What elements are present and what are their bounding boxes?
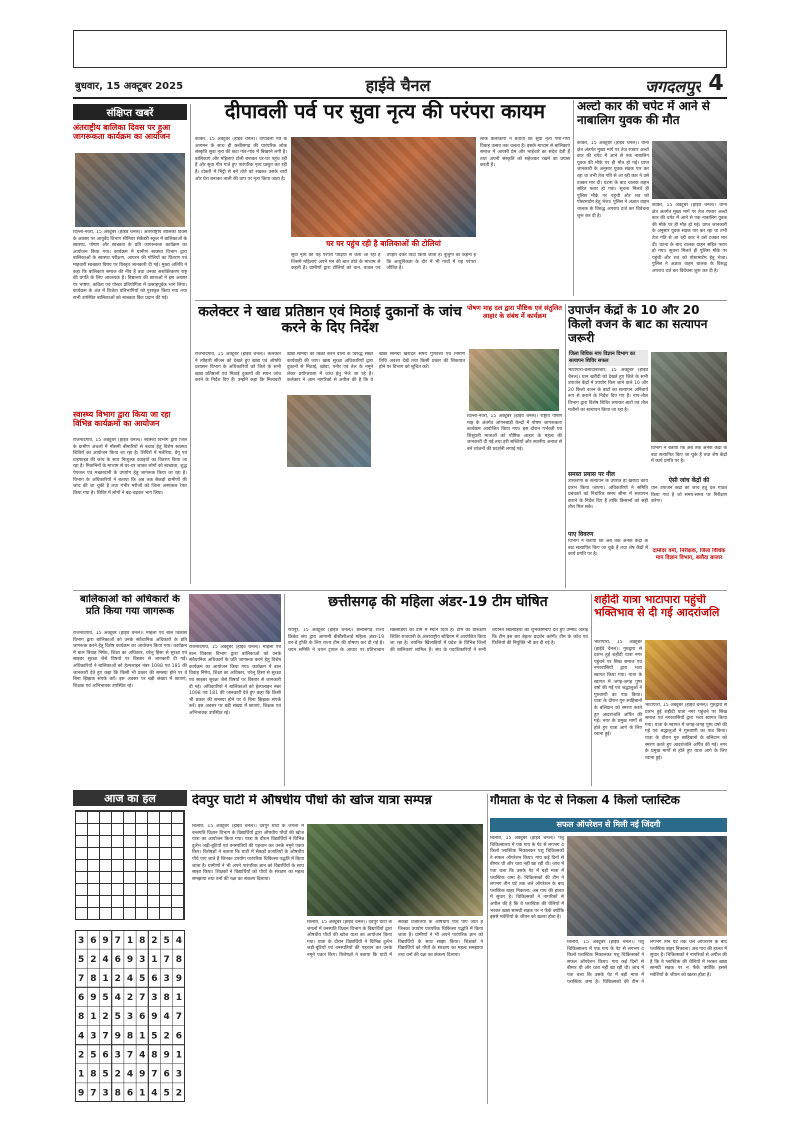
aaj-ka-hal-title: आज का हल bbox=[73, 790, 187, 806]
crossword-grid bbox=[75, 810, 185, 920]
sudoku-cell: 5 bbox=[151, 1031, 158, 1042]
col-divider bbox=[591, 594, 592, 786]
sudoku-cell: 9 bbox=[163, 1050, 170, 1061]
brief-headline-2: स्वास्थ्य विभाग द्वारा किया जा रहा विभिन्न कार्यक्रमों का आयोजन bbox=[73, 410, 171, 429]
sudoku-grid bbox=[75, 930, 185, 1102]
shaheed-headline: शहीदी यात्रा भाटापारा पहुंची भक्तिभाव से दी गई आदरांजलि bbox=[594, 594, 720, 619]
lead-photo bbox=[291, 137, 476, 237]
brief-photo bbox=[75, 153, 185, 227]
masthead-date: बुधवार, 15 अक्टूबर 2025 bbox=[75, 81, 184, 92]
devkut-body: बिलौरा, 15 अक्टूबर (हाईवे चैनल)। देवपुर घाटी के जंगलों में वनस्पति विज्ञान विभाग के विद्यार्थियों द्वारा औषधीय पौधों की खोज यात्रा का आयोजन किया गया। यात्रा के दौरान विद्यार्थियों ने विभिन्न दुर्लभ जड़ी-बूटियों एवं वनस्पतियों की पहचान कर उनके नमूने एकत्र किए। विशेषज्ञों ने बताया कि घाटी में सैकड़ों प्रजातियों के औषधीय पौधे पाए जाते हैं जिनका उपयोग पारंपरिक चिकित्सा पद्धति में किया जाता है। ग्रामीणों ने भी अपने पारंपरिक ज्ञान को विद्यार्थियों के साथ साझा किया। शिक्षकों ने विद्यार्थियों को पौधों के संरक्षण का महत्व समझाया तथा वनों की रक्षा का संकल्प दिलाया। bbox=[192, 824, 304, 882]
sudoku-cell: 7 bbox=[139, 993, 146, 1004]
sudoku-cell: 2 bbox=[114, 1069, 121, 1080]
sudoku-cell: 3 bbox=[139, 954, 146, 965]
collector-body: राजनांदगांव, 15 अक्टूबर (हाईवे चैनल)। कलेक्टर ने त्यौहारी सीजन को देखते हुए खाद्य एवं औषधि प्रशासन विभाग के अधिकारियों को जिले के सभी खाद्य प्रतिष्ठानों एवं मिठाई दुकानों की सघन जांच करने के निर्देश दिए हैं। उन्होंने कहा कि मिलावटी खाद्य सामग्री की बिक्री करने वालों के विरुद्ध सख्त कार्यवाही की जाए। खाद्य सुरक्षा अधिकारियों द्वारा दुकानों से मिठाई, खोवा, पनीर एवं तेल के नमूने लेकर प्रयोगशाला में जांच हेतु भेजे जा रहे हैं। कलेक्टर ने आम नागरिकों से अपील की है कि वे खाद्य सामग्री खरीदते समय गुणवत्ता एवं निर्माण तिथि अवश्य देखें तथा किसी प्रकार की शिकायत होने पर विभाग को सूचित करें। bbox=[195, 352, 465, 384]
sudoku-cell: 8 bbox=[114, 1088, 121, 1099]
sudoku-cell: 6 bbox=[163, 1069, 170, 1080]
weights-headline: उपार्जन केंद्रों के 10 और 20 किलो वजन के बाट का सत्यापन जरूरी bbox=[568, 304, 708, 345]
weights-label: जिला विधिक माप विज्ञान विभाग का सत्यापन शिविर सफल bbox=[568, 350, 648, 366]
sudoku-cell: 2 bbox=[114, 973, 121, 984]
alto-headline: अल्टो कार की चपेट में आने से नाबालिग युवक की मौत bbox=[577, 100, 710, 127]
sudoku-cell: 2 bbox=[163, 1031, 170, 1042]
section-rule bbox=[73, 590, 727, 591]
sudoku-cell: 3 bbox=[126, 1012, 134, 1023]
sudoku-cell: 2 bbox=[126, 993, 134, 1004]
brief-body-1: दिल्ली-नेवरा, 15 अक्टूबर (हाईवे चैनल)। अंतरराष्ट्रीय बालिका दिवस के अवसर पर आयुर्वेद विभाग सीनियर सेकेंडरी स्कूल में बालिकाओं के स्वास्थ्य, पोषण और स्वच्छता के प्रति जागरूकता कार्यक्रम का आयोजन किया गया। कार्यक्रम में ग्रामीण स्वास्थ्य विभाग द्वारा बालिकाओं के स्वास्थ्य परीक्षण, आयरन की गोलियों का वितरण एवं माहवारी स्वच्छता विषय पर विस्तृत जानकारी दी गई। मुख्य अतिथि ने कहा कि बालिकाएं समाज की नींव हैं तथा उनका सशक्तिकरण राष्ट्र की प्रगति के लिए आवश्यक है। विद्यालय की छात्राओं ने इस अवसर पर भाषण, कविता एवं पोस्टर प्रतियोगिता में उत्साहपूर्वक भाग लिया। कार्यक्रम के अंत में विजेता प्रतिभागियों को पुरस्कृत किया गया तथा सभी उपस्थित बालिकाओं को स्वच्छता किट प्रदान की गई। bbox=[73, 230, 187, 301]
weights-signature: दामोदर वर्मा, निरीक्षक, जिला विधिक माप विज्ञान विभाग, बलौदा बाजार bbox=[652, 548, 726, 561]
sudoku-cell: 8 bbox=[163, 993, 170, 1004]
shaheed-body: भाटापारा, 15 अक्टूबर (हाईवे चैनल)। गुरुद्वारा से प्रारंभ हुई शहीदी यात्रा नगर पहुंचने पर सिख समाज एवं नगरवासियों द्वारा भव्य स्वागत किया गया। यात्रा के स्वागत में जगह-जगह पुष्प वर्षा की गई एवं श्रद्धालुओं ने गुरुवाणी का पाठ किया। यात्रा के दौरान गुरु साहिबानों के बलिदान को स्मरण करते हुए आदरांजलि अर्पित की गई। नगर के प्रमुख मार्गों से होते हुए यात्रा आगे के लिए रवाना हुई। bbox=[594, 640, 642, 738]
sudoku-cell: 6 bbox=[151, 973, 158, 984]
lead-col-2: सुवा नृत्य की यह परंपरा पीढ़ियों से चली आ रही है जिसमें महिलाएं अपने मन की बात तोते के माध्यम से कहती हैं। ग्रामीणों द्वारा टोलियों को धान, चावल एवं उपहार देकर विदा किया जाता है। बुजुर्गों का कहना है कि आधुनिकता के दौर में भी गांवों में यह परंपरा जीवित है। bbox=[291, 253, 476, 272]
sudoku-cell: 3 bbox=[114, 1050, 121, 1061]
sudoku-cell: 2 bbox=[102, 1012, 109, 1023]
section-rule bbox=[195, 300, 727, 301]
weights-body-1: भाटापारा-बलौदाबाजार, 15 अक्टूबर (हाईवे चैनल)। धान खरीदी को देखते हुए जिले के सभी उपार्जन केंद्रों में उपयोग किए जाने वाले 10 और 20 किलो वजन के बाटों का सत्यापन अनिवार्य रूप से कराने के निर्देश दिए गए हैं। नाप-तौल विभाग द्वारा विशेष शिविर लगाकर बाटों एवं तौल मशीनों का सत्यापन किया जा रहा है। bbox=[568, 368, 648, 413]
sudoku-cell: 1 bbox=[175, 1050, 183, 1061]
sudoku-cell: 4 bbox=[139, 1050, 146, 1061]
sudoku-cell: 6 bbox=[77, 993, 85, 1004]
aaj-ka-hal-panel bbox=[73, 790, 187, 1104]
sudoku-cell: 7 bbox=[114, 935, 121, 946]
collector-photo bbox=[287, 395, 371, 467]
sudoku-cell: 6 bbox=[126, 1088, 134, 1099]
sudoku-cell: 3 bbox=[151, 993, 158, 1004]
girls-headline: बालिकाओं को अधिकारों के प्रति किया गया जागरूक bbox=[80, 594, 180, 617]
alto-photo bbox=[652, 141, 727, 199]
brief-headline-1: अंतराष्ट्रीय बालिका दिवस पर हुआ जागरूकता कार्यक्रम का आयोजन bbox=[73, 123, 171, 142]
shaheed-photo bbox=[645, 640, 727, 700]
sudoku-cell: 5 bbox=[139, 973, 146, 984]
col-divider bbox=[573, 100, 574, 296]
masthead-city: जगदलपुर bbox=[645, 77, 701, 96]
sudoku-cell: 1 bbox=[77, 1069, 85, 1080]
sudoku-cell: 6 bbox=[102, 1050, 109, 1061]
sudoku-cell: 5 bbox=[114, 1012, 121, 1023]
sudoku-cell: 3 bbox=[102, 1088, 109, 1099]
lead-col-3: लोक कलाकारों ने बताया कि सुवा नृत्य गौरा-गौरी विवाह उत्सव तक चलता है। इसके माध्यम से बालिकाएं समाज में आपसी प्रेम और भाईचारे का संदेश देती हैं तथा अपनी संस्कृति को सहेजकर रखने का प्रयास करती हैं। bbox=[480, 137, 570, 169]
masthead bbox=[73, 74, 727, 96]
sudoku-cell: 1 bbox=[102, 973, 109, 984]
sudoku-cell: 3 bbox=[77, 935, 85, 946]
sudoku-cell: 2 bbox=[151, 935, 158, 946]
devkut-photo bbox=[307, 824, 483, 916]
col-divider bbox=[284, 594, 285, 786]
collector-headline: कलेक्टर ने खाद्य प्रतिष्ठान एवं मिठाई दुकानों के जांच करने के दिए निर्देश bbox=[198, 304, 462, 337]
gomata-banner: सफल ऑपरेशन से मिली नई जिंदगी bbox=[490, 818, 727, 832]
sudoku-cell: 7 bbox=[151, 1069, 158, 1080]
sudoku-cell: 9 bbox=[151, 1012, 158, 1023]
sudoku-cell: 1 bbox=[139, 1088, 146, 1099]
cricket-body: रायपुर, 15 अक्टूबर (हाईवे चैनल)। छत्तीसगढ़ राज्य क्रिकेट संघ द्वारा आगामी बीसीसीआई महिला अंडर-19 वन-डे ट्रॉफी के लिए राज्य टीम की घोषणा कर दी गई है। चयन समिति ने चयन ट्रायल के आधार पर प्रतिभावान खिलाड़ियों को टीम में स्थान दिया है। टीम का प्रशिक्षण शिविर राजधानी के अंतरराष्ट्रीय स्टेडियम में आयोजित किया जा रहा है। चयनित खिलाड़ियों में प्रदेश के विभिन्न जिलों की बालिकाएं शामिल हैं। संघ के पदाधिकारियों ने सभी चयनित खिलाड़ियों को शुभकामनाएं देते हुए उम्मीद जताई कि टीम इस बार बेहतर प्रदर्शन करेगी। टीम के कोच एवं फिजियो की नियुक्ति भी कर दी गई है। bbox=[288, 628, 588, 653]
sudoku-cell: 4 bbox=[151, 1088, 158, 1099]
masthead-section: हाईवे चैनल bbox=[365, 76, 431, 95]
sudoku-cell: 5 bbox=[163, 935, 170, 946]
col-divider bbox=[487, 794, 488, 1104]
weights-subhead-3: ऐसी जांच केंद्रों की bbox=[668, 477, 710, 484]
brief-body-2: राजनांदगांव, 15 अक्टूबर (हाईवे चैनल)। स्वास्थ्य विभाग द्वारा जिले के ग्रामीण अंचलों में मौसमी बीमारियों से बचाव हेतु विशेष स्वास्थ्य शिविरों का आयोजन किया जा रहा है। शिविरों में मलेरिया, डेंगू एवं टाइफाइड की जांच के साथ निःशुल्क दवाइयों का वितरण किया जा रहा है। मितानिनों के माध्यम से घर-घर जाकर लोगों को स्वच्छता, शुद्ध पेयजल एवं मच्छरदानी के उपयोग हेतु जागरूक किया जा रहा है। विभाग के अधिकारियों ने बताया कि अब तक सैकड़ों ग्रामीणों की जांच की जा चुकी है तथा गंभीर मरीजों को जिला अस्पताल रेफर किया गया है। शिविर में लोगों ने बढ़-चढ़कर भाग लिया। bbox=[73, 438, 187, 496]
sudoku-cell: 1 bbox=[175, 993, 183, 1004]
sudoku-cell: 3 bbox=[163, 973, 170, 984]
weights-body-4: धान उपार्जन केंद्रों की जांच हेतु दल गठित किया गया है जो समय-समय पर निरीक्षण करेगा। bbox=[651, 486, 727, 505]
gomata-headline: गौमाता के पेट से निकला 4 किलो प्लास्टिक bbox=[490, 794, 680, 807]
sudoku-cell: 8 bbox=[77, 1012, 85, 1023]
sudoku-cell: 6 bbox=[114, 954, 121, 965]
brief-title: संक्षिप्त खबरें bbox=[73, 104, 187, 120]
poshan-photo bbox=[469, 349, 559, 411]
masthead-rule bbox=[73, 97, 727, 99]
sudoku-cell: 4 bbox=[175, 935, 183, 946]
sudoku-cell: 7 bbox=[126, 1050, 134, 1061]
sudoku-cell: 4 bbox=[77, 1031, 85, 1042]
sudoku-cell: 6 bbox=[175, 1031, 183, 1042]
weights-body-3b: विभाग ने बताया कि अब तक अनेक केंद्रों के बाट सत्यापित किए जा चुके हैं तथा शेष केंद्रों में कार्य प्रगति पर है। bbox=[651, 446, 727, 465]
weights-photo bbox=[651, 352, 727, 442]
lead-headline: दीपावली पर्व पर सुवा नृत्य की परंपरा कायम bbox=[224, 100, 546, 123]
sudoku-cell: 3 bbox=[90, 1031, 97, 1042]
sudoku-cell: 4 bbox=[102, 954, 109, 965]
top-ad-box bbox=[73, 30, 727, 68]
weights-body-3: विभाग ने बताया कि अब तक अनेक केंद्रों के बाट सत्यापित किए जा चुके हैं तथा शेष केंद्रों में कार्य प्रगति पर है। bbox=[568, 539, 648, 558]
sudoku-cell: 4 bbox=[163, 1012, 170, 1023]
sudoku-cell: 8 bbox=[151, 1050, 158, 1061]
sudoku-cell: 5 bbox=[90, 1050, 97, 1061]
sudoku-cell: 1 bbox=[90, 1012, 97, 1023]
sudoku-cell: 6 bbox=[90, 935, 97, 946]
lead-col-1: कांकेर, 15 अक्टूबर (हाईवे चैनल)। दीपावली पर्व के आगमन के साथ ही छत्तीसगढ़ की पारंपरिक लोक संस्कृति सुवा नृत्य की छटा गांव-गांव में बिखरने लगी है। बालिकाएं और महिलाएं टोली बनाकर घर-घर पहुंच रही हैं और सुवा गीत गाते हुए पारंपरिक नृत्य प्रस्तुत कर रही हैं। टोकरी में मिट्टी से बने तोते को रखकर उसके चारों ओर घेरा बनाकर ताली की थाप पर नृत्य किया जाता है। bbox=[195, 137, 287, 182]
sudoku-cell: 7 bbox=[90, 1088, 97, 1099]
sudoku-cell: 8 bbox=[90, 1069, 97, 1080]
sudoku-cell: 9 bbox=[102, 935, 109, 946]
sudoku-cell: 7 bbox=[102, 1031, 109, 1042]
sudoku-cell: 8 bbox=[126, 1031, 134, 1042]
sudoku-cell: 3 bbox=[175, 1069, 183, 1080]
shaheed-body-cont: भाटापारा, 15 अक्टूबर (हाईवे चैनल)। गुरुद्वारा से प्रारंभ हुई शहीदी यात्रा नगर पहुंचने पर सिख समाज एवं नगरवासियों द्वारा भव्य स्वागत किया गया। यात्रा के स्वागत में जगह-जगह पुष्प वर्षा की गई एवं श्रद्धालुओं ने गुरुवाणी का पाठ किया। यात्रा के दौरान गुरु साहिबानों के बलिदान को स्मरण करते हुए आदरांजलि अर्पित की गई। नगर के प्रमुख मार्गों से होते हुए यात्रा आगे के लिए रवाना हुई। bbox=[645, 703, 727, 761]
section-rule bbox=[190, 790, 727, 791]
sudoku-cell: 9 bbox=[114, 1031, 121, 1042]
sudoku-cell: 5 bbox=[102, 1069, 109, 1080]
devkut-headline: देवपुर घाटी में औषधीय पौधों की खोज यात्रा सम्पन्न bbox=[192, 794, 432, 808]
sudoku-cell: 7 bbox=[163, 954, 170, 965]
sudoku-cell: 8 bbox=[90, 973, 97, 984]
girls-body: राजनांदगांव, 15 अक्टूबर (हाईवे चैनल)। महिला एवं बाल विकास विभाग द्वारा बालिकाओं को उनके संवैधानिक अधिकारों के प्रति जागरूक करने हेतु विशेष कार्यक्रम का आयोजन किया गया। कार्यक्रम में बाल विवाह निषेध, शिक्षा का अधिकार, घरेलू हिंसा से सुरक्षा एवं साइबर सुरक्षा जैसे विषयों पर विस्तार से जानकारी दी गई। अधिकारियों ने बालिकाओं को हेल्पलाइन नंबर 1098 एवं 181 की जानकारी देते हुए कहा कि किसी भी प्रकार की समस्या होने पर वे बिना झिझक संपर्क करें। इस अवसर पर बड़ी संख्या में छात्राएं, शिक्षक एवं अभिभावक उपस्थित रहे। bbox=[73, 631, 187, 689]
lead-caption: घर घर पहुंच रही है बालिकाओं की टोलियां bbox=[326, 239, 441, 248]
alto-body: कांकेर, 15 अक्टूबर (हाईवे चैनल)। थाना क्षेत्र अंतर्गत मुख्य मार्ग पर तेज रफ्तार अल्टो कार की चपेट में आने से एक नाबालिग युवक की मौके पर ही मौत हो गई। प्राप्त जानकारी के अनुसार युवक सड़क पार कर रहा था तभी तेज गति से आ रही कार ने उसे टक्कर मार दी। घटना के बाद चालक वाहन सहित फरार हो गया। सूचना मिलते ही पुलिस मौके पर पहुंची और शव को पोस्टमार्टम हेतु भेजा। पुलिस ने अज्ञात वाहन चालक के विरुद्ध अपराध दर्ज कर विवेचना शुरू कर दी है। bbox=[577, 141, 649, 219]
sudoku-cell: 1 bbox=[139, 1031, 146, 1042]
sudoku-cell: 2 bbox=[90, 954, 97, 965]
girls-photo bbox=[189, 594, 281, 642]
sudoku-cell: 5 bbox=[102, 993, 109, 1004]
sudoku-cell: 9 bbox=[90, 993, 97, 1004]
poshan-headline: पोषण माह दल द्वारा पौष्टिक एवं संतुलित आहार के संबंध में कार्यक्रम bbox=[467, 304, 562, 321]
sudoku-cell: 4 bbox=[126, 1069, 134, 1080]
weights-subhead-2: पाए विवरण bbox=[568, 531, 594, 538]
sudoku-cell: 1 bbox=[126, 935, 134, 946]
sudoku-cell: 8 bbox=[175, 954, 183, 965]
weights-body-2: उपकरणों के सत्यापन के उपरांत ही खरीदी कार्य प्रारंभ किया जाएगा। अधिकारियों ने समिति प्रबंधकों को निर्धारित समय सीमा में सत्यापन कराने के निर्देश दिए हैं ताकि किसानों को सही तौल मिल सके। bbox=[568, 479, 648, 511]
sudoku-cell: 2 bbox=[175, 1088, 183, 1099]
sudoku-cell: 2 bbox=[77, 1050, 85, 1061]
col-divider bbox=[190, 104, 191, 584]
weights-subhead-1: समस्त प्रयास पर नील bbox=[568, 471, 615, 478]
sudoku-cell: 1 bbox=[151, 954, 158, 965]
sudoku-cell: 9 bbox=[77, 1088, 85, 1099]
gomata-photo bbox=[567, 836, 727, 936]
sudoku-cell: 4 bbox=[126, 973, 134, 984]
devkut-body-cont: बिलौरा, 15 अक्टूबर (हाईवे चैनल)। देवपुर घाटी के जंगलों में वनस्पति विज्ञान विभाग के विद्यार्थियों द्वारा औषधीय पौधों की खोज यात्रा का आयोजन किया गया। यात्रा के दौरान विद्यार्थियों ने विभिन्न दुर्लभ जड़ी-बूटियों एवं वनस्पतियों की पहचान कर उनके नमूने एकत्र किए। विशेषज्ञों ने बताया कि घाटी में सैकड़ों प्रजातियों के औषधीय पौधे पाए जाते हैं जिनका उपयोग पारंपरिक चिकित्सा पद्धति में किया जाता है। ग्रामीणों ने भी अपने पारंपरिक ज्ञान को विद्यार्थियों के साथ साझा किया। शिक्षकों ने विद्यार्थियों को पौधों के संरक्षण का महत्व समझाया तथा वनों की रक्षा का संकल्प दिलाया। bbox=[307, 920, 483, 958]
col-divider bbox=[565, 304, 566, 588]
sudoku-cell: 8 bbox=[139, 935, 146, 946]
sudoku-cell: 9 bbox=[175, 973, 183, 984]
sudoku-cell: 7 bbox=[175, 1012, 183, 1023]
gomata-body-cont: बिलौरा, 15 अक्टूबर (हाईवे चैनल)। पशु चिकित्सालय में एक गाय के पेट से लगभग 4 किलो प्लास्टिक निकालकर पशु चिकित्सकों ने सफल ऑपरेशन किया। गाय कई दिनों से बीमार थी और चारा नहीं खा रही थी। जांच में पता चला कि उसके पेट में बड़ी मात्रा में प्लास्टिक जमा है। चिकित्सकों की टीम ने लगभग तीन घंटे तक चले ऑपरेशन के बाद प्लास्टिक बाहर निकाला। अब गाय की हालत में सुधार है। चिकित्सकों ने नागरिकों से अपील की है कि वे प्लास्टिक की थैलियों में भरकर खाद्य सामग्री सड़क पर न फेंकें क्योंकि इससे मवेशियों के जीवन को खतरा होता है। bbox=[567, 940, 727, 985]
sudoku-cell: 4 bbox=[114, 993, 121, 1004]
sudoku-cell: 9 bbox=[139, 1069, 146, 1080]
sudoku-cell: 5 bbox=[163, 1088, 170, 1099]
alto-body-cont: कांकेर, 15 अक्टूबर (हाईवे चैनल)। थाना क्षेत्र अंतर्गत मुख्य मार्ग पर तेज रफ्तार अल्टो कार की चपेट में आने से एक नाबालिग युवक की मौके पर ही मौत हो गई। प्राप्त जानकारी के अनुसार युवक सड़क पार कर रहा था तभी तेज गति से आ रही कार ने उसे टक्कर मार दी। घटना के बाद चालक वाहन सहित फरार हो गया। सूचना मिलते ही पुलिस मौके पर पहुंची और शव को पोस्टमार्टम हेतु भेजा। पुलिस ने अज्ञात वाहन चालक के विरुद्ध अपराध दर्ज कर विवेचना शुरू कर दी है। bbox=[652, 203, 727, 274]
sudoku-cell: 5 bbox=[77, 954, 85, 965]
poshan-body: दिल्ली-नेवरा, 15 अक्टूबर (हाईवे चैनल)। राष्ट्रीय पोषण माह के अंतर्गत आंगनबाड़ी केन्द्रों में पोषण जागरूकता कार्यक्रम आयोजित किया गया। इस दौरान गर्भवती एवं शिशुवती माताओं को पौष्टिक आहार के महत्व की जानकारी दी गई तथा हरी सब्जियों और स्थानीय अनाज से बने व्यंजनों की प्रदर्शनी लगाई गई। bbox=[467, 414, 562, 452]
girls-body-cont: राजनांदगांव, 15 अक्टूबर (हाईवे चैनल)। महिला एवं बाल विकास विभाग द्वारा बालिकाओं को उनके संवैधानिक अधिकारों के प्रति जागरूक करने हेतु विशेष कार्यक्रम का आयोजन किया गया। कार्यक्रम में बाल विवाह निषेध, शिक्षा का अधिकार, घरेलू हिंसा से सुरक्षा एवं साइबर सुरक्षा जैसे विषयों पर विस्तार से जानकारी दी गई। अधिकारियों ने बालिकाओं को हेल्पलाइन नंबर 1098 एवं 181 की जानकारी देते हुए कहा कि किसी भी प्रकार की समस्या होने पर वे बिना झिझक संपर्क करें। इस अवसर पर बड़ी संख्या में छात्राएं, शिक्षक एवं अभिभावक उपस्थित रहे। bbox=[189, 645, 281, 716]
sudoku-cell: 9 bbox=[126, 954, 134, 965]
page-number: 4 bbox=[708, 74, 724, 96]
gomata-body: बिलौरा, 15 अक्टूबर (हाईवे चैनल)। पशु चिकित्सालय में एक गाय के पेट से लगभग 4 किलो प्लास्टिक निकालकर पशु चिकित्सकों ने सफल ऑपरेशन किया। गाय कई दिनों से बीमार थी और चारा नहीं खा रही थी। जांच में पता चला कि उसके पेट में बड़ी मात्रा में प्लास्टिक जमा है। चिकित्सकों की टीम ने लगभग तीन घंटे तक चले ऑपरेशन के बाद प्लास्टिक बाहर निकाला। अब गाय की हालत में सुधार है। चिकित्सकों ने नागरिकों से अपील की है कि वे प्लास्टिक की थैलियों में भरकर खाद्य सामग्री सड़क पर न फेंकें क्योंकि इससे मवेशियों के जीवन को खतरा होता है। bbox=[490, 836, 564, 921]
cricket-headline: छत्तीसगढ़ की महिला अंडर-19 टीम घोषित bbox=[328, 594, 548, 610]
sudoku-cell: 6 bbox=[139, 1012, 146, 1023]
sudoku-cell: 7 bbox=[77, 973, 85, 984]
